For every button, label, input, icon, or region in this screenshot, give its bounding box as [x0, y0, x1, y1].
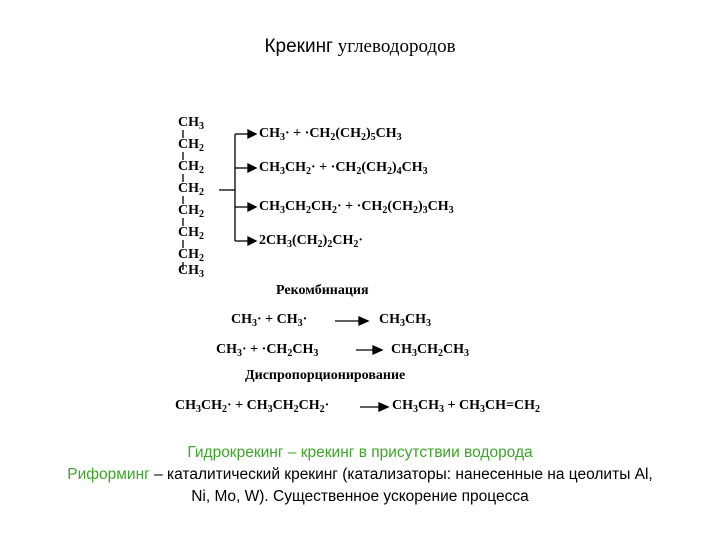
- disproportionation-right: $CH_3CH_3 + CH_3CH=CH_2$: [392, 398, 540, 415]
- product-2: $CH_3CH_2\cdot + \cdot CH_2(CH_2)_4CH_3$: [259, 160, 428, 177]
- chain-ch2: $CH_2$: [178, 159, 204, 176]
- chain-ch3-bottom: $CH_3$: [178, 263, 204, 280]
- note-reforming-line2: Ni, Mo, W). Существенное ускорение процесса: [191, 488, 529, 505]
- chain-ch2: $CH_2$: [178, 247, 204, 264]
- hydrocracking-term: Гидрокрекинг: [187, 444, 284, 461]
- title-part2: углеводородов: [333, 36, 456, 57]
- recombination-2-right: $CH_3CH_2CH_3$: [391, 342, 469, 359]
- chain-ch2: $CH_2$: [178, 225, 204, 242]
- recombination-1-left: $CH_3\cdot + CH_3\cdot$: [231, 312, 308, 329]
- product-4: $2CH_3(CH_2)_2CH_2\cdot$: [259, 233, 364, 250]
- product-3: $CH_3CH_2CH_2\cdot + \cdot CH_2(CH_2)_3CH_3$: [259, 199, 454, 216]
- hydrocracking-rest: – крекинг в присутствии водорода: [283, 444, 533, 461]
- chain-ch2: $CH_2$: [178, 181, 204, 198]
- recombination-1-right: $CH_3CH_3$: [379, 312, 431, 329]
- disproportionation-heading: Диспропорционирование: [245, 368, 406, 383]
- chain-ch2: $CH_2$: [178, 137, 204, 154]
- recombination-2-left: $CH_3\cdot + \cdot CH_2CH_3$: [216, 342, 319, 359]
- chain-ch2: $CH_2$: [178, 203, 204, 220]
- chain-ch3-top: $CH_3$: [178, 115, 204, 132]
- disproportionation-left: $CH_3CH_2\cdot + CH_3CH_2CH_2\cdot$: [175, 398, 330, 415]
- product-1: $CH_3\cdot + \cdot CH_2(CH_2)_5CH_3$: [259, 126, 402, 143]
- recombination-heading: Рекомбинация: [276, 283, 369, 298]
- reforming-rest: – каталитический крекинг (катализаторы: нанесенные на цеолиты Al,: [149, 466, 653, 483]
- title-part1: Крекинг: [264, 36, 333, 57]
- reforming-term: Риформинг: [67, 466, 150, 483]
